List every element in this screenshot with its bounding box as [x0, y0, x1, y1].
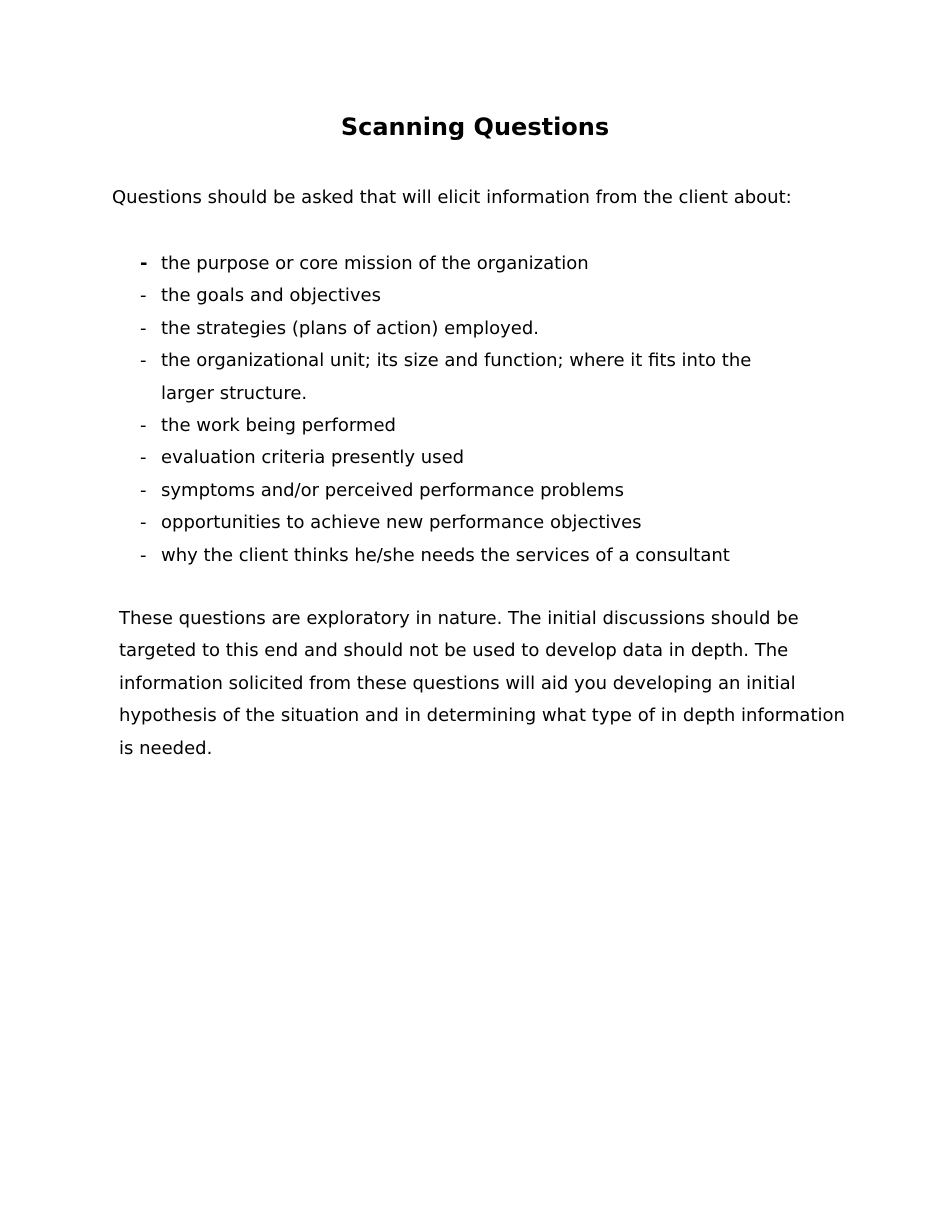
- bullet-dash: -: [140, 447, 147, 469]
- list-item-text: the organizational unit; its size and function; where it fits into the larger structure.: [161, 350, 752, 404]
- list-item: [0, 345, 801, 410]
- list-item-text: why the client thinks he/she needs the services of a consultant: [161, 544, 730, 566]
- list-item: [0, 475, 801, 507]
- bullet-dash: -: [140, 544, 147, 566]
- bullet-dash: -: [140, 285, 147, 307]
- bullet-dash: -: [140, 253, 148, 274]
- list-item: [0, 280, 801, 312]
- list-item: [0, 313, 801, 345]
- bullet-dash: -: [140, 415, 147, 437]
- bullet-dash: -: [140, 479, 147, 501]
- list-item-text: symptoms and/or perceived performance problems: [161, 479, 624, 501]
- list-item-text: evaluation criteria presently used: [161, 447, 465, 469]
- list-item-text: the strategies (plans of action) employed.: [161, 317, 539, 339]
- bullet-list: [0, 248, 801, 572]
- closing-paragraph: These questions are exploratory in nature. The initial discussions should be targeted to this end and should not be used to develop data in depth. The information solicited from these questions will aid you developing an initial hypothesis of the situation and in determining what type of in depth information is needed.: [119, 608, 845, 759]
- list-item: [0, 410, 801, 442]
- list-item-text: the purpose or core mission of the organization: [161, 253, 589, 274]
- list-item-text: the work being performed: [161, 415, 396, 437]
- bullet-dash: -: [140, 350, 147, 372]
- bullet-dash: -: [140, 317, 147, 339]
- list-item-text: the goals and objectives: [161, 285, 381, 307]
- list-item: [0, 442, 801, 474]
- bullet-dash: -: [140, 512, 147, 534]
- intro-paragraph: Questions should be asked that will elicit information from the client about:: [112, 187, 792, 208]
- list-item-text: opportunities to achieve new performance objectives: [161, 512, 642, 534]
- list-item: [0, 540, 801, 572]
- list-item: [0, 507, 801, 539]
- list-item: [0, 248, 801, 280]
- page-title: Scanning Questions: [340, 113, 610, 141]
